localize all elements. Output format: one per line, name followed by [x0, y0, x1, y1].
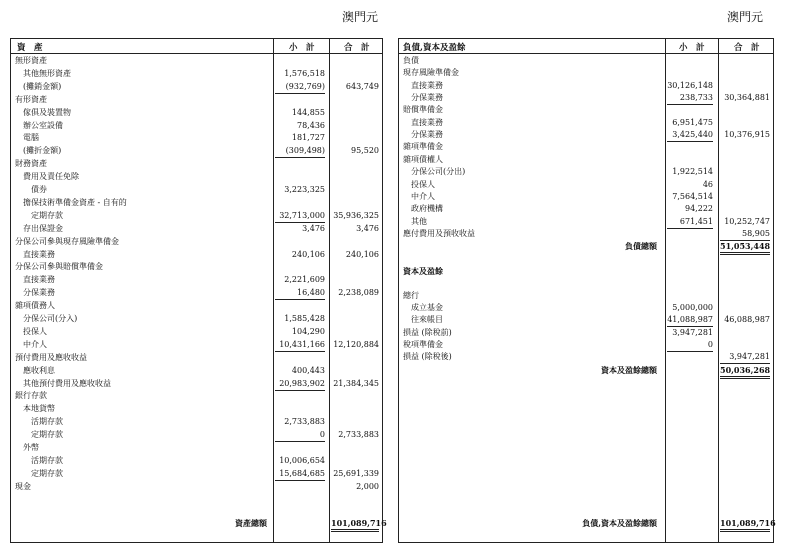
row-subtotal: 1,585,428 [284, 314, 325, 323]
row-subtotal: 0 [667, 339, 713, 352]
liabilities-grand-total-label: 負債,資本及盈餘總額 [582, 518, 657, 528]
row-label: 應付費用及預收收益 [403, 228, 475, 238]
row-label: 分保業務 [23, 288, 55, 298]
row-total: 3,476 [356, 223, 379, 233]
row-total: 2,238,089 [338, 288, 379, 298]
row-label: 現金 [15, 481, 31, 491]
row-label: 存出保證金 [23, 223, 63, 233]
row-subtotal: 3,947,281 [672, 327, 713, 337]
row-total: 25,691,339 [333, 468, 379, 478]
table-row [399, 80, 773, 92]
row-label: 預付費用及應收收益 [15, 352, 87, 362]
row-label: 政府機構 [411, 204, 443, 214]
table-row [11, 455, 382, 467]
table-row [11, 481, 382, 493]
table-row [11, 55, 382, 67]
row-total: 12,120,884 [333, 339, 379, 349]
table-row [399, 67, 773, 79]
row-label: 中介人 [23, 339, 47, 349]
row-label: 費用及責任免除 [23, 172, 79, 182]
row-label: 分保公司(分出) [411, 167, 466, 177]
row-total: 95,520 [351, 146, 379, 156]
row-label: 投保人 [23, 326, 47, 336]
row-label: 活期存款 [31, 455, 63, 465]
row-label: 無形資產 [15, 56, 47, 65]
row-label: 雜項債務人 [15, 301, 55, 311]
row-label: 資本及盈餘 [403, 265, 443, 276]
assets-sub-header: 小 計 [289, 43, 315, 53]
row-subtotal: 3,476 [302, 223, 325, 233]
row-subtotal: 94,222 [685, 204, 713, 214]
table-row [399, 166, 773, 178]
row-label: 辦公室設備 [23, 120, 63, 130]
table-row [11, 249, 382, 261]
row-label: 直接業務 [411, 80, 443, 90]
row-label: 定期存款 [31, 210, 63, 220]
row-subtotal: 10,431,166 [275, 339, 325, 352]
table-row [11, 403, 382, 415]
table-row [11, 171, 382, 183]
table-row [11, 236, 382, 248]
table-row [11, 197, 382, 209]
row-label: 負債總額 [625, 241, 657, 252]
row-label: 分保業務 [411, 130, 443, 140]
assets-grand-total-row [11, 517, 387, 529]
row-label: 分保業務 [411, 93, 443, 103]
currency-label-left: 澳門元 [342, 10, 379, 24]
table-row [399, 129, 773, 141]
row-subtotal: 7,564,514 [672, 191, 713, 201]
row-label: 直接業務 [23, 275, 55, 285]
table-row [399, 327, 773, 339]
table-row [11, 210, 382, 222]
row-label: 中介人 [411, 191, 435, 201]
row-subtotal: 400,443 [291, 365, 325, 375]
row-subtotal: 20,983,902 [275, 378, 325, 391]
table-row [399, 240, 773, 252]
row-total: 10,376,915 [724, 130, 770, 140]
row-label: 損益 (除稅後) [403, 352, 452, 362]
table-row [11, 442, 382, 454]
table-row [11, 416, 382, 428]
table-row [11, 145, 382, 157]
row-label: (攤銷金額) [23, 81, 62, 91]
table-row [11, 365, 382, 377]
row-subtotal: 240,106 [291, 249, 325, 259]
table-row [399, 55, 773, 67]
row-subtotal: 41,088,987 [667, 314, 713, 327]
liabilities-total-header: 合 計 [734, 43, 760, 53]
table-row [399, 203, 773, 215]
table-row [11, 223, 382, 235]
row-label: 分保公司(分入) [23, 314, 78, 323]
row-subtotal: 5,000,000 [672, 303, 713, 312]
row-label: 其他預付費用及應收收益 [23, 378, 111, 388]
row-total: 30,364,881 [724, 93, 770, 103]
table-row [399, 302, 773, 314]
row-subtotal: 30,126,148 [667, 80, 713, 90]
table-row [11, 68, 382, 80]
row-label: 稅項準備金 [403, 340, 443, 350]
table-row [11, 352, 382, 364]
row-label: 債券 [31, 185, 47, 194]
row-total: 2,733,883 [338, 430, 379, 440]
row-label: 電腦 [23, 133, 39, 143]
table-row [399, 253, 773, 265]
row-label: 成立基金 [411, 303, 443, 312]
table-row [11, 184, 382, 196]
row-label: 負債 [403, 56, 419, 65]
row-subtotal: 2,221,609 [284, 275, 325, 285]
row-label: 直接業務 [23, 249, 55, 259]
liabilities-grand-total-row [399, 517, 776, 529]
table-row [399, 265, 773, 277]
row-label: 銀行存款 [15, 391, 47, 401]
row-subtotal: (309,498) [275, 145, 325, 158]
table-row [11, 326, 382, 338]
row-label: 其他 [411, 216, 427, 226]
table-row [11, 287, 382, 299]
row-label: 有形資產 [15, 94, 47, 104]
row-subtotal: 1,576,518 [284, 68, 325, 78]
row-label: 總行 [403, 290, 419, 300]
row-total: 10,252,747 [724, 216, 770, 226]
row-label: 分保公司參與賠償準備金 [15, 262, 103, 272]
table-row [11, 429, 382, 441]
row-label: 直接業務 [411, 117, 443, 127]
table-row [11, 107, 382, 119]
row-label: 擔保技術準備金資產 - 自有的 [23, 197, 127, 207]
liabilities-title: 負債,資本及盈餘 [403, 43, 466, 53]
table-row [399, 104, 773, 116]
row-subtotal: 16,480 [275, 287, 325, 300]
row-subtotal: 144,855 [291, 107, 325, 117]
row-subtotal: 3,223,325 [284, 185, 325, 194]
row-total: 2,000 [356, 481, 379, 491]
row-subtotal: 10,006,654 [279, 455, 325, 465]
row-subtotal: 1,922,514 [672, 167, 713, 177]
row-label: 活期存款 [31, 417, 63, 427]
table-row [399, 277, 773, 289]
assets-title: 資 產 [17, 43, 43, 53]
row-label: 傢俱及裝置物 [23, 107, 71, 117]
table-row [11, 132, 382, 144]
row-label: 投保人 [411, 179, 435, 189]
row-total: 46,088,987 [724, 315, 770, 325]
table-row [399, 314, 773, 326]
row-label: 本地貨幣 [23, 404, 55, 414]
row-label: 資本及盈餘總額 [601, 364, 657, 375]
row-label: 現存風險準備金 [403, 68, 459, 78]
table-row [11, 94, 382, 106]
liabilities-sub-header: 小 計 [679, 43, 705, 53]
row-subtotal: 0 [275, 429, 325, 442]
row-total: 50,036,268 [720, 364, 770, 379]
row-subtotal: 78,436 [297, 120, 325, 130]
currency-label-right: 澳門元 [727, 10, 764, 24]
liabilities-header [399, 39, 773, 54]
row-total: 58,905 [720, 228, 770, 241]
row-subtotal: 181,727 [291, 133, 325, 143]
row-subtotal: 104,290 [291, 326, 325, 336]
row-label: 往來帳目 [411, 315, 443, 325]
table-row [11, 158, 382, 170]
table-row [11, 81, 382, 93]
liabilities-table [398, 38, 774, 543]
table-row [399, 191, 773, 203]
row-label: 賠償準備金 [403, 105, 443, 115]
table-row [399, 228, 773, 240]
table-row [399, 339, 773, 351]
table-row [11, 274, 382, 286]
table-row [399, 351, 773, 363]
assets-table [10, 38, 387, 543]
row-subtotal: 6,951,475 [672, 117, 713, 127]
table-row [11, 300, 382, 312]
row-label: 雜項準備金 [403, 142, 443, 152]
row-total: 240,106 [345, 249, 379, 259]
assets-grand-total: 101,089,716 [331, 517, 379, 532]
row-total: 51,053,448 [720, 240, 770, 255]
row-subtotal: (932,769) [275, 81, 325, 94]
table-row [11, 261, 382, 273]
table-row [399, 92, 773, 104]
table-row [11, 390, 382, 402]
row-label: 定期存款 [31, 430, 63, 440]
row-label: 財務資產 [15, 159, 47, 169]
row-total: 35,936,325 [333, 210, 379, 220]
row-label: 應收利息 [23, 365, 55, 375]
row-total: 3,947,281 [720, 351, 770, 364]
table-row [11, 120, 382, 132]
row-subtotal: 46 [702, 179, 713, 189]
table-row [399, 179, 773, 191]
table-row [11, 378, 382, 390]
row-total: 21,384,345 [333, 378, 379, 388]
assets-grand-total-label: 資產總額 [235, 518, 267, 528]
row-subtotal: 3,425,440 [667, 129, 713, 142]
table-row [399, 154, 773, 166]
table-row [399, 141, 773, 153]
row-subtotal: 2,733,883 [284, 417, 325, 427]
table-row [399, 290, 773, 302]
table-row [399, 216, 773, 228]
row-label: 分保公司參與現存風險準備金 [15, 236, 119, 246]
table-row [399, 364, 773, 376]
row-label: (攤折金額) [23, 146, 62, 156]
row-subtotal: 238,733 [667, 92, 713, 105]
row-subtotal: 32,713,000 [275, 210, 325, 223]
table-row [11, 339, 382, 351]
table-row [11, 313, 382, 325]
assets-total-header: 合 計 [344, 43, 370, 53]
table-row [399, 117, 773, 129]
row-subtotal: 671,451 [667, 216, 713, 229]
row-subtotal: 15,684,685 [275, 468, 325, 481]
row-label: 其他無形資產 [23, 68, 71, 78]
liabilities-grand-total: 101,089,716 [720, 517, 770, 532]
row-label: 外幣 [23, 443, 39, 452]
assets-header [11, 39, 382, 54]
row-label: 損益 (除稅前) [403, 327, 452, 337]
row-label: 雜項債權人 [403, 154, 443, 164]
row-total: 643,749 [345, 81, 379, 91]
table-row [11, 468, 382, 480]
row-label: 定期存款 [31, 468, 63, 478]
